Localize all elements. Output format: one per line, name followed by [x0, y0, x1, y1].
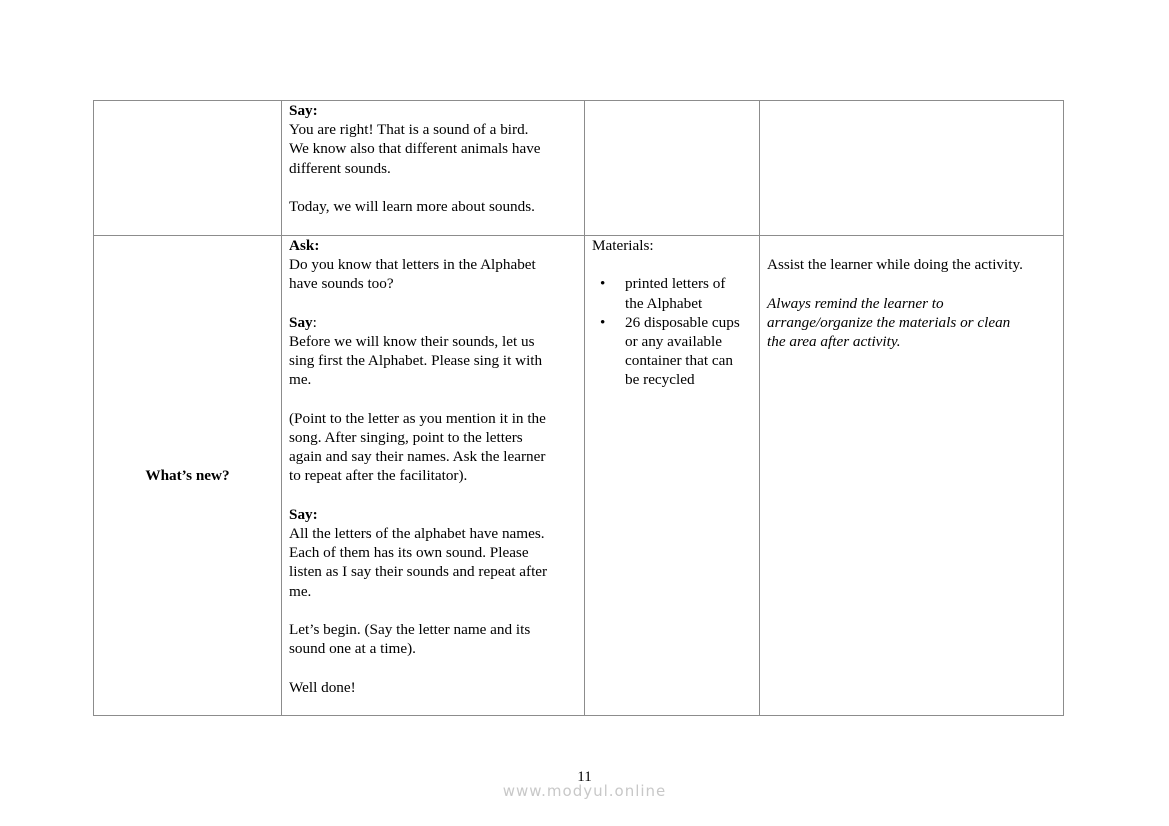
materials-list [592, 274, 752, 389]
say-colon: : [312, 313, 317, 331]
begin-block [289, 620, 577, 658]
lesson-plan-table [93, 100, 1064, 716]
procedure-line: me. [289, 582, 312, 600]
watermark: www.modyul.online [502, 782, 667, 800]
say-block [289, 505, 577, 601]
notes-first: Assist the learner while doing the activity. [767, 256, 1023, 274]
material-line: printed letters of [625, 275, 726, 293]
procedure-line: sing first the Alphabet. Please sing it with [289, 352, 543, 370]
notes-italic-line: arrange/organize the materials or clean [767, 313, 1011, 331]
row-label-whats-new: What’s new? [145, 466, 230, 484]
materials-cell [585, 101, 760, 236]
procedure-line: We know also that different animals have [289, 140, 541, 158]
procedure-line: have sounds too? [289, 275, 394, 293]
procedure-cell [282, 236, 585, 716]
say-cue: Say: [289, 505, 318, 523]
list-item [600, 274, 752, 312]
procedure-line: All the letters of the alphabet have names. [289, 525, 545, 542]
procedure-line: You are right! That is a sound of a bird. [289, 121, 529, 139]
list-item [600, 313, 752, 390]
materials-cell [585, 236, 760, 716]
procedure-line: me. [289, 371, 312, 389]
procedure-line: to repeat after the facilitator). [289, 467, 468, 485]
materials-title: Materials: [592, 237, 654, 254]
procedure-line: Before we will know their sounds, let us [289, 333, 535, 350]
row-label-cell [94, 236, 282, 716]
procedure-line: different sounds. [289, 159, 391, 177]
procedure-line: sound one at a time). [289, 640, 416, 658]
ask-block [289, 236, 577, 294]
bullet-icon: • [600, 313, 606, 331]
procedure-line: again and say their names. Ask the learner [289, 448, 546, 466]
material-line: be recycled [625, 371, 695, 389]
material-line: container that can [625, 352, 733, 370]
procedure-line: Do you know that letters in the Alphabet [289, 256, 536, 274]
bullet-icon: • [600, 275, 606, 293]
notes-italic-line: the area after activity. [767, 332, 901, 350]
notes-italic-line: Always remind the learner to [767, 294, 944, 312]
procedure-closing: Today, we will learn more about sounds. [289, 198, 535, 215]
row-label-cell [94, 101, 282, 236]
say-cue-line [289, 313, 577, 332]
material-line: the Alphabet [625, 294, 703, 312]
procedure-cell [282, 101, 585, 236]
material-line: or any available [625, 333, 722, 350]
table-row [94, 236, 1064, 716]
instruction-block [289, 409, 577, 486]
procedure-line: song. After singing, point to the letters [289, 429, 523, 446]
procedure-line: Let’s begin. (Say the letter name and its [289, 621, 531, 638]
table-row [94, 101, 1064, 236]
notes-cell [760, 236, 1064, 716]
notes-cell [760, 101, 1064, 236]
material-line: 26 disposable cups [625, 313, 740, 331]
procedure-paragraph [289, 120, 577, 178]
procedure-line: Each of them has its own sound. Please [289, 544, 529, 562]
say-cue: Say [289, 313, 313, 331]
say-cue: Say: [289, 102, 318, 119]
procedure-line: (Point to the letter as you mention it in the [289, 409, 546, 427]
ask-cue: Ask: [289, 237, 320, 254]
procedure-closing: Well done! [289, 678, 356, 696]
procedure-line: listen as I say their sounds and repeat after [289, 563, 548, 581]
page-number: 11 [577, 769, 592, 785]
say-block [289, 313, 577, 390]
